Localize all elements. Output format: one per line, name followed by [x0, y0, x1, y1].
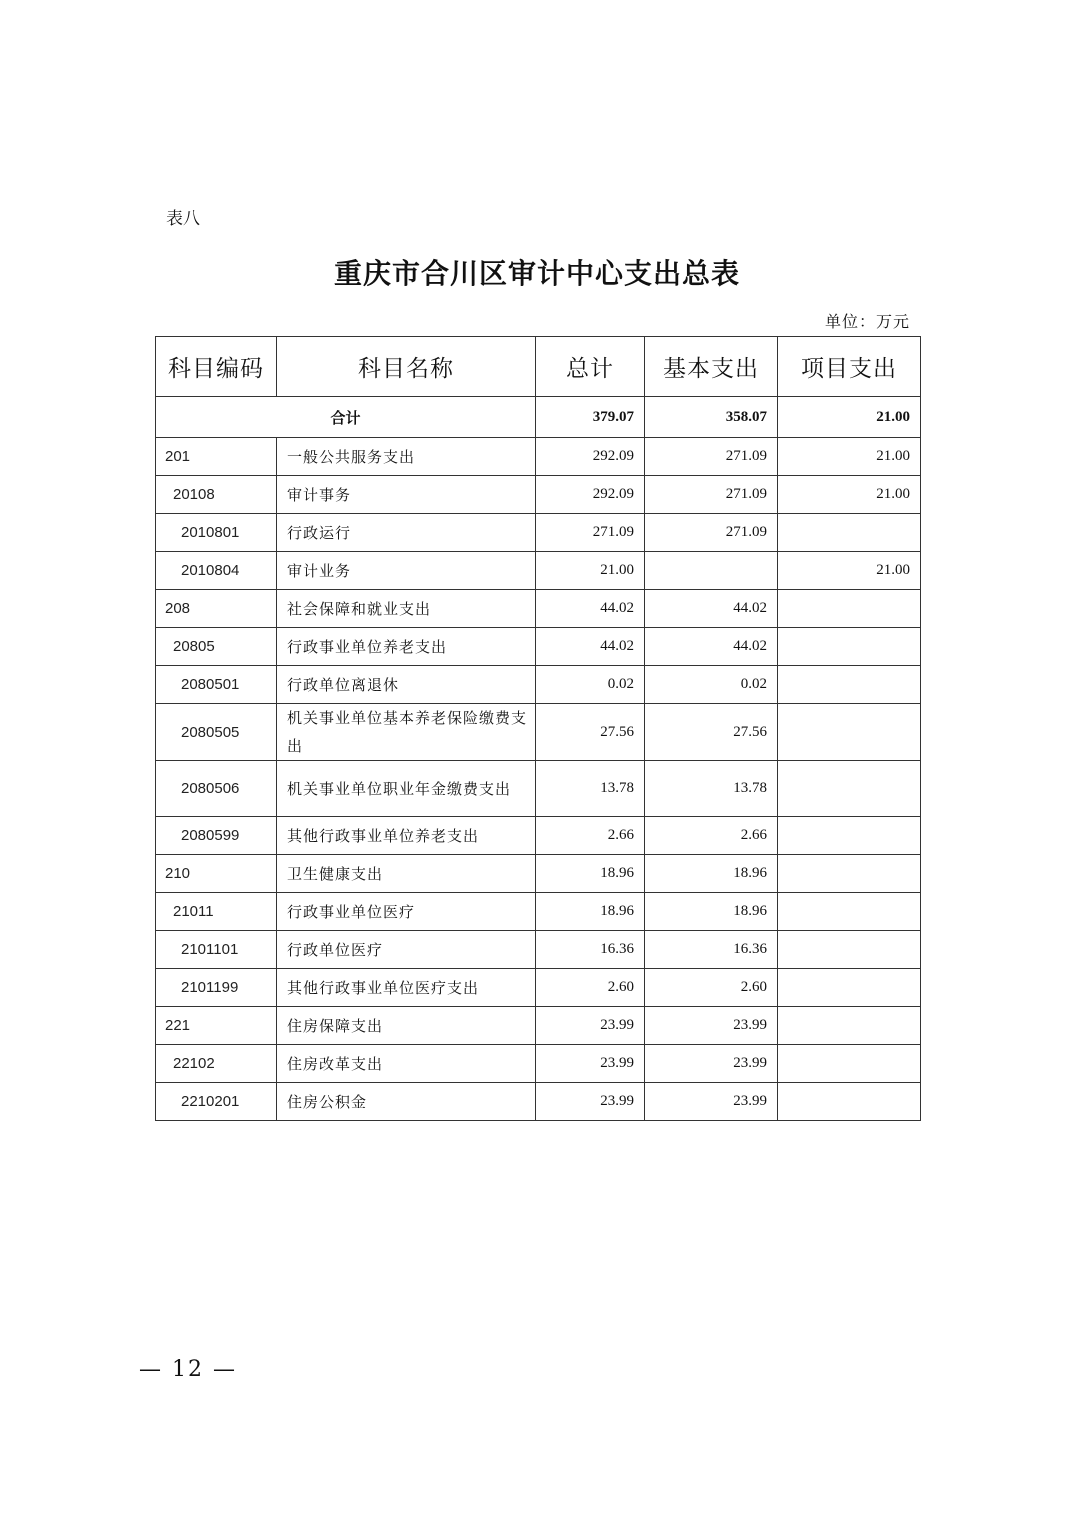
- table-row: [156, 476, 921, 514]
- row-total: 23.99: [536, 1083, 645, 1121]
- row-project: [778, 761, 921, 817]
- row-basic: 44.02: [645, 590, 778, 628]
- row-name: 其他行政事业单位养老支出: [277, 817, 536, 855]
- row-basic: 27.56: [645, 704, 778, 761]
- row-basic: 23.99: [645, 1083, 778, 1121]
- row-name: 审计业务: [277, 552, 536, 590]
- row-code: 2080506: [156, 761, 277, 817]
- row-name: 行政事业单位养老支出: [277, 628, 536, 666]
- row-project: [778, 893, 921, 931]
- total-basic: 358.07: [645, 397, 778, 438]
- row-code: 2101199: [156, 969, 277, 1007]
- row-code: 2010801: [156, 514, 277, 552]
- row-basic: 2.66: [645, 817, 778, 855]
- row-code: 210: [156, 855, 277, 893]
- table-row: [156, 931, 921, 969]
- row-code: 2080501: [156, 666, 277, 704]
- unit-label: 单位：万元: [824, 312, 910, 331]
- row-basic: 18.96: [645, 893, 778, 931]
- row-project: [778, 590, 921, 628]
- row-name: 卫生健康支出: [277, 855, 536, 893]
- row-total: 16.36: [536, 931, 645, 969]
- row-basic: 271.09: [645, 514, 778, 552]
- total-project: 21.00: [778, 397, 921, 438]
- row-project: [778, 1007, 921, 1045]
- row-total: 44.02: [536, 590, 645, 628]
- table-row: [156, 969, 921, 1007]
- row-project: [778, 514, 921, 552]
- row-total: 13.78: [536, 761, 645, 817]
- row-code: 2101101: [156, 931, 277, 969]
- table-row: [156, 1083, 921, 1121]
- table-row: [156, 552, 921, 590]
- table-row: [156, 817, 921, 855]
- row-basic: 271.09: [645, 476, 778, 514]
- row-total: 0.02: [536, 666, 645, 704]
- row-basic: 18.96: [645, 855, 778, 893]
- row-name: 审计事务: [277, 476, 536, 514]
- row-total: 2.60: [536, 969, 645, 1007]
- row-project: [778, 628, 921, 666]
- row-basic: 16.36: [645, 931, 778, 969]
- page-title: 重庆市合川区审计中心支出总表: [333, 257, 740, 290]
- row-basic: 13.78: [645, 761, 778, 817]
- expenditure-table: [155, 336, 921, 1121]
- row-name: 行政运行: [277, 514, 536, 552]
- row-project: 21.00: [778, 438, 921, 476]
- row-name: 机关事业单位基本养老保险缴费支出: [277, 704, 536, 761]
- row-basic: 2.60: [645, 969, 778, 1007]
- row-name: 住房保障支出: [277, 1007, 536, 1045]
- row-basic: 271.09: [645, 438, 778, 476]
- row-total: 23.99: [536, 1045, 645, 1083]
- header-project: 项目支出: [778, 337, 921, 397]
- total-row: [156, 397, 921, 438]
- table-row: [156, 514, 921, 552]
- row-name: 住房改革支出: [277, 1045, 536, 1083]
- row-total: 27.56: [536, 704, 645, 761]
- row-code: 221: [156, 1007, 277, 1045]
- header-code: 科目编码: [156, 337, 277, 397]
- table-row: [156, 761, 921, 817]
- row-name: 一般公共服务支出: [277, 438, 536, 476]
- row-project: 21.00: [778, 552, 921, 590]
- header-total: 总计: [536, 337, 645, 397]
- header-basic: 基本支出: [645, 337, 778, 397]
- row-code: 2080599: [156, 817, 277, 855]
- row-total: 23.99: [536, 1007, 645, 1045]
- table-label: 表八: [166, 209, 200, 229]
- row-name: 行政事业单位医疗: [277, 893, 536, 931]
- table-row: [156, 1007, 921, 1045]
- row-name: 住房公积金: [277, 1083, 536, 1121]
- row-code: 208: [156, 590, 277, 628]
- row-total: 18.96: [536, 855, 645, 893]
- total-label: 合计: [156, 397, 536, 438]
- row-code: 2210201: [156, 1083, 277, 1121]
- row-code: 22102: [156, 1045, 277, 1083]
- row-code: 2080505: [156, 704, 277, 761]
- table-row: [156, 855, 921, 893]
- row-basic: 23.99: [645, 1007, 778, 1045]
- row-name: 行政单位离退休: [277, 666, 536, 704]
- row-total: 18.96: [536, 893, 645, 931]
- row-project: [778, 855, 921, 893]
- row-code: 20805: [156, 628, 277, 666]
- table-row: [156, 893, 921, 931]
- row-code: 21011: [156, 893, 277, 931]
- row-code: 2010804: [156, 552, 277, 590]
- row-name: 社会保障和就业支出: [277, 590, 536, 628]
- row-total: 292.09: [536, 438, 645, 476]
- row-total: 2.66: [536, 817, 645, 855]
- header-name: 科目名称: [277, 337, 536, 397]
- row-basic: 44.02: [645, 628, 778, 666]
- row-name: 其他行政事业单位医疗支出: [277, 969, 536, 1007]
- row-total: 44.02: [536, 628, 645, 666]
- row-code: 201: [156, 438, 277, 476]
- row-total: 271.09: [536, 514, 645, 552]
- row-project: [778, 1083, 921, 1121]
- row-basic: [645, 552, 778, 590]
- row-total: 292.09: [536, 476, 645, 514]
- table-row: [156, 704, 921, 761]
- row-project: [778, 969, 921, 1007]
- row-code: 20108: [156, 476, 277, 514]
- row-project: [778, 817, 921, 855]
- table-header-row: [156, 337, 921, 397]
- row-project: [778, 704, 921, 761]
- row-project: 21.00: [778, 476, 921, 514]
- row-project: [778, 666, 921, 704]
- page-number: — 12 —: [139, 1357, 237, 1382]
- table-row: [156, 628, 921, 666]
- row-basic: 23.99: [645, 1045, 778, 1083]
- total-total: 379.07: [536, 397, 645, 438]
- row-project: [778, 931, 921, 969]
- table-row: [156, 590, 921, 628]
- row-total: 21.00: [536, 552, 645, 590]
- table-row: [156, 1045, 921, 1083]
- row-project: [778, 1045, 921, 1083]
- row-name: 行政单位医疗: [277, 931, 536, 969]
- row-basic: 0.02: [645, 666, 778, 704]
- table-row: [156, 666, 921, 704]
- table-row: [156, 438, 921, 476]
- row-name: 机关事业单位职业年金缴费支出: [277, 761, 536, 817]
